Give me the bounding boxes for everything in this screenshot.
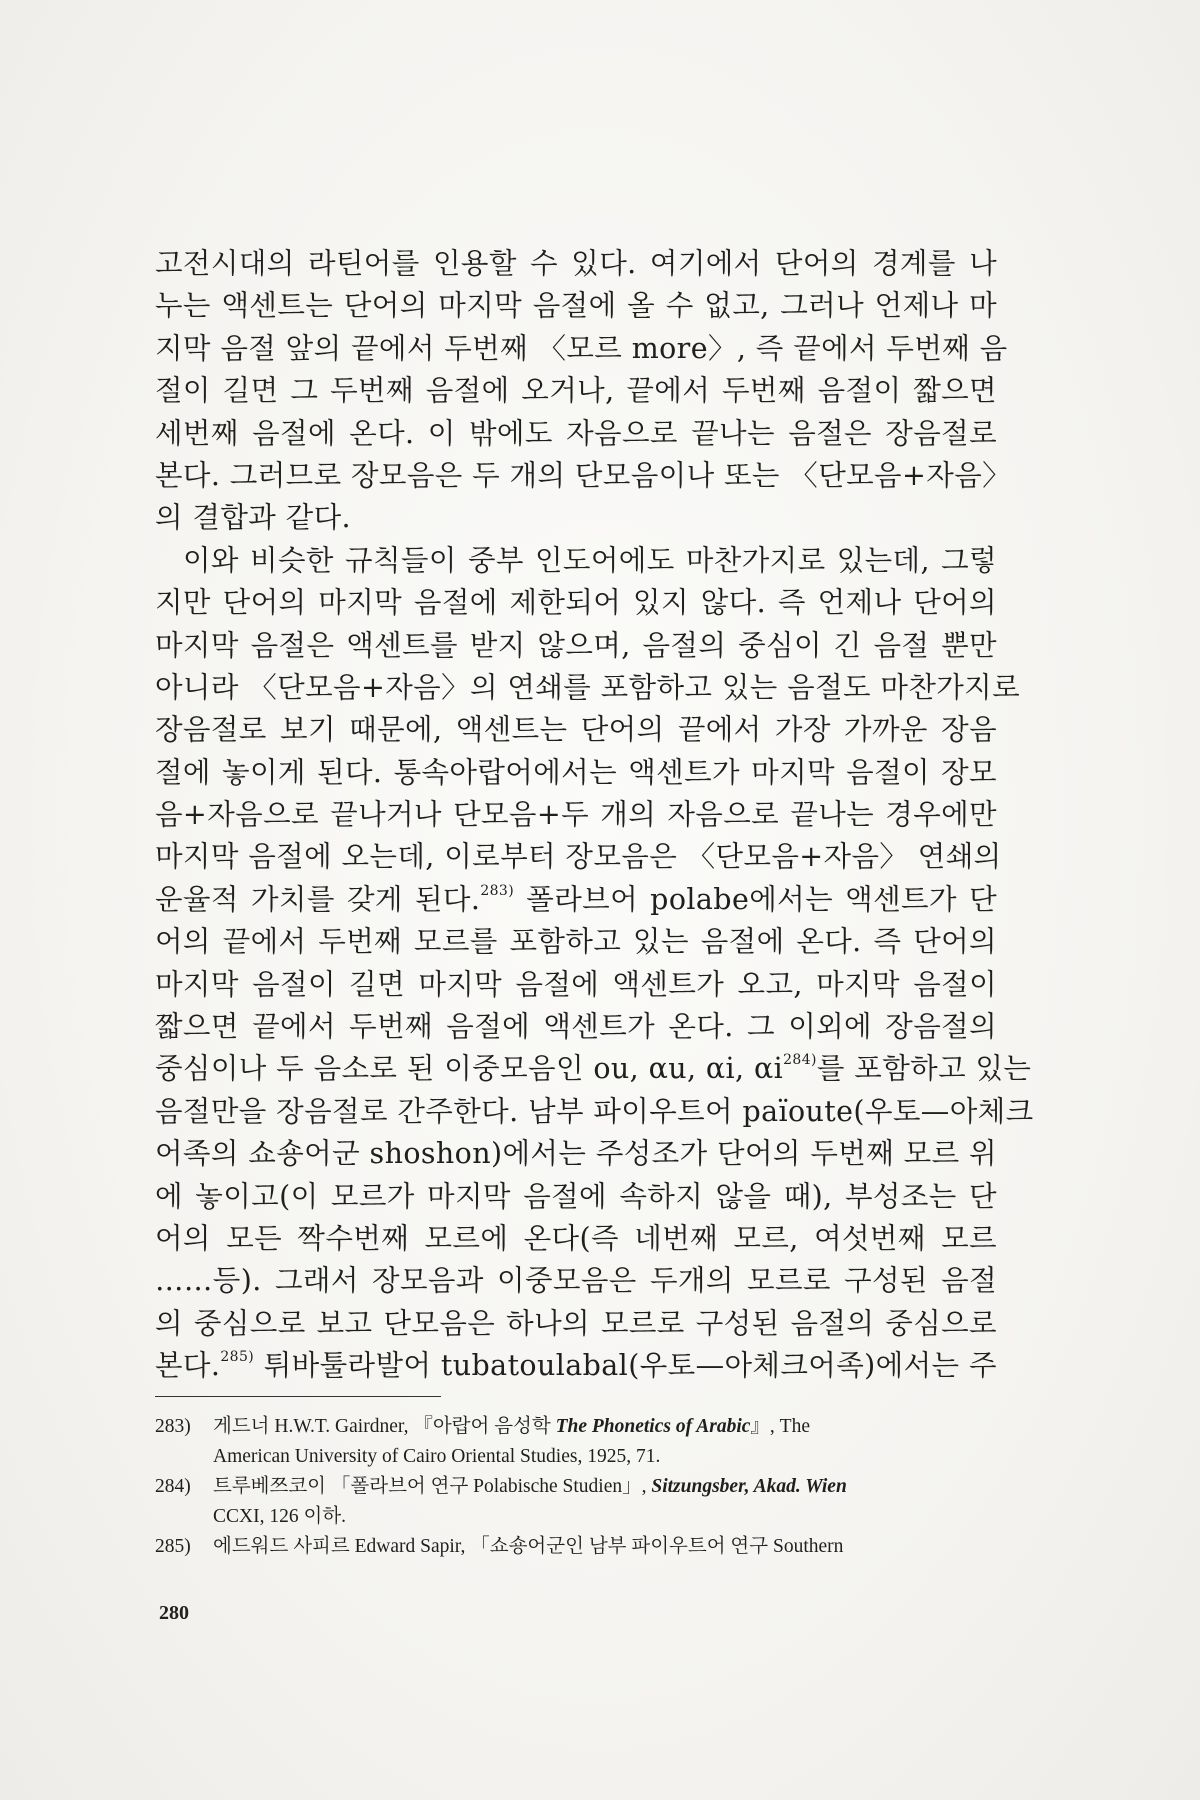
body-text-fragment: 폴라브어 polabe에서는 액센트가 단 [514,882,998,916]
footnote-divider [155,1396,441,1397]
footnote-285 [155,1532,997,1562]
footnote-text: 에드워드 사피르 Edward Sapir, 「쇼숑어군인 남부 파이우트어 연구 Southern [213,1536,844,1557]
body-text-fragment: 튀바툴라발어 tubatoulabal(우토—아체크어족)에서는 주 [254,1349,997,1383]
body-line: 세번째 음절에 온다. 이 밖에도 자음으로 끝나는 음절은 장음절로 [155,416,997,450]
footnote-283 [155,1412,997,1442]
page-number: 280 [159,1602,189,1624]
footnote-ref-283: 283) [480,882,515,899]
body-line: ……등). 그래서 장모음과 이중모음은 두개의 모르로 구성된 음절 [155,1264,997,1298]
footnotes [155,1412,997,1562]
body-line: 의 결합과 같다. [155,501,351,535]
body-line: 음+자음으로 끝나거나 단모음+두 개의 자음으로 끝나는 경우에만 [155,798,997,832]
body-line [155,1345,997,1387]
body-text-fragment: 운율적 가치를 갖게 된다. [155,882,481,916]
body-text-fragment: 본다. [155,1349,221,1383]
body-line: 아니라 〈단모음+자음〉의 연쇄를 포함하고 있는 음절도 마찬가지로 [155,670,1021,704]
body-line: 지막 음절 앞의 끝에서 두번째 〈모르 more〉, 즉 끝에서 두번째 음 [155,331,1008,365]
footnote-number: 283) [155,1416,191,1437]
body-line: 에 놓이고(이 모르가 마지막 음절에 속하지 않을 때), 부성조는 단 [155,1179,997,1213]
footnote-text: 트루베쯔코이 「폴라브어 연구 Polabische Studien」, [213,1476,652,1497]
body-line: 고전시대의 라틴어를 인용할 수 있다. 여기에서 단어의 경계를 나 [155,247,997,280]
body-line: 마지막 음절이 길면 마지막 음절에 액센트가 오고, 마지막 음절이 [155,967,997,1001]
body-line: 짧으면 끝에서 두번째 음절에 액센트가 온다. 그 이외에 장음절의 [155,1010,997,1044]
footnote-283-continued: American University of Cairo Oriental Studies, 1925, 71. [213,1446,661,1467]
body-line: 지만 단어의 마지막 음절에 제한되어 있지 않다. 즉 언제나 단어의 [155,586,997,620]
body-line: 음절만을 장음절로 간주한다. 남부 파이우트어 païoute(우토—아체크 [155,1094,1034,1128]
footnote-book-title: The Phonetics of Arabic [555,1416,751,1437]
body-text [155,243,1034,1388]
body-line: 누는 액센트는 단어의 마지막 음절에 올 수 없고, 그러나 언제나 마 [155,289,997,323]
footnote-ref-284: 284) [783,1052,817,1069]
footnote-284-continued: CCXI, 126 이하. [213,1506,347,1527]
body-text-fragment: 를 포함하고 있는 [816,1052,1032,1086]
body-line: 마지막 음절에 오는데, 이로부터 장모음은 〈단모음+자음〉 연쇄의 [155,840,1002,874]
footnote-journal-title: Sitzungsber, Akad. Wien [651,1476,847,1497]
body-line: 마지막 음절은 액센트를 받지 않으며, 음절의 중심이 긴 음절 뿐만 [155,628,997,662]
body-line: 어족의 쇼숑어군 shoshon)에서는 주성조가 단어의 두번째 모르 위 [155,1137,997,1171]
footnote-284 [155,1472,997,1502]
body-line: 어의 끝에서 두번째 모르를 포함하고 있는 음절에 온다. 즉 단어의 [155,925,997,959]
body-line: 절이 길면 그 두번째 음절에 오거나, 끝에서 두번째 음절이 짧으면 [155,374,997,408]
paragraph-start-line: 이와 비슷한 규칙들이 중부 인도어에도 마찬가지로 있는데, 그렇 [183,543,997,577]
footnote-number: 285) [155,1536,191,1557]
footnote-ref-285: 285) [220,1349,255,1366]
body-line: 장음절로 보기 때문에, 액센트는 단어의 끝에서 가장 가까운 장음 [155,713,997,747]
body-line: 절에 놓이게 된다. 통속아랍어에서는 액센트가 마지막 음절이 장모 [155,755,997,789]
body-line: 의 중심으로 보고 단모음은 하나의 모르로 구성된 음절의 중심으로 [155,1306,997,1340]
body-text-fragment: 중심이나 두 음소로 된 이중모음인 ou, αu, αi, αi [155,1052,784,1086]
footnote-text: 게드너 H.W.T. Gairdner, 『아랍어 음성학 [213,1416,556,1437]
footnote-text: 』, The [750,1416,810,1437]
body-line [155,879,997,921]
body-line: 어의 모든 짝수번째 모르에 온다(즉 네번째 모르, 여섯번째 모르 [155,1221,997,1255]
body-line [155,1048,1032,1090]
body-line: 본다. 그러므로 장모음은 두 개의 단모음이나 또는 〈단모음+자음〉 [155,458,1012,492]
footnote-number: 284) [155,1476,191,1497]
